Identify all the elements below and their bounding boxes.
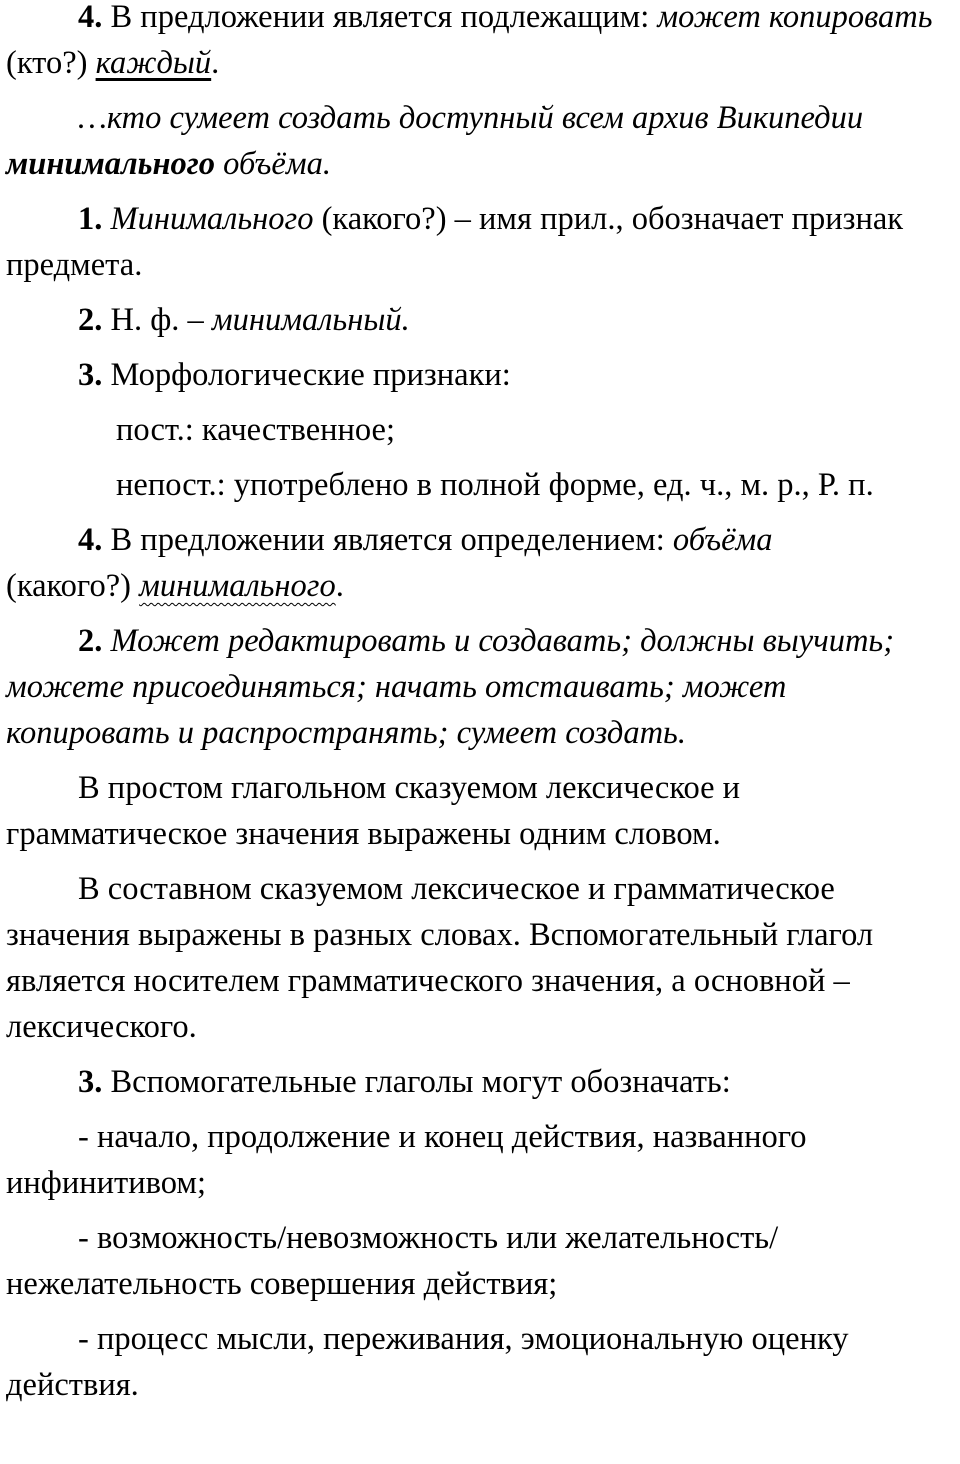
item-number: 2. (78, 623, 103, 659)
predicate-phrase: может копировать (657, 0, 933, 35)
example-sentence (6, 95, 954, 187)
paragraph-predicates-list (6, 618, 954, 756)
end-punctuation: . (211, 45, 220, 81)
attribute-word: минимального (139, 568, 336, 604)
paragraph-text: В предложении является определением: (102, 522, 673, 558)
question-text: (кто?) (6, 45, 96, 81)
end-punctuation: . (335, 568, 344, 604)
example-text-end: объёма. (215, 146, 331, 182)
item-number: 2. (78, 302, 103, 338)
list-item: - начало, продолжение и конец действия, названного инфинитивом; (6, 1119, 807, 1201)
paragraph-subject-analysis (6, 0, 954, 86)
predicates-list: Может редактировать и создавать; должны выучить; можете присоединяться; начать отстаивать; может копировать и распространять; сумеет создать. (6, 623, 895, 751)
head-word: объёма (672, 522, 773, 558)
paragraph-text: Вспомогательные глаголы могут обозначать: (102, 1064, 731, 1100)
example-text-start: …кто сумеет создать доступный всем архив Википедии (78, 100, 864, 136)
paragraph-simple-predicate: В простом глагольном сказуемом лексическое и грамматическое значения выражены одним словом. (6, 770, 741, 852)
constant-features: пост.: качественное; (116, 412, 396, 448)
analyzed-word: Минимального (110, 201, 314, 237)
item-number: 3. (78, 357, 103, 393)
item-number: 4. (78, 522, 103, 558)
paragraph-initial-form (6, 297, 954, 343)
document-page (6, 0, 954, 1417)
paragraph-part-of-speech (6, 196, 954, 288)
item-number: 4. (78, 0, 103, 35)
item-number: 1. (78, 201, 103, 237)
paragraph-compound-predicate: В составном сказуемом лексическое и грамматическое значения выражены в разных словах. Вспомогательный глагол является носителем грамматического значения, а основной – лексического. (6, 871, 874, 1045)
highlighted-word: минимального (6, 146, 216, 182)
subject-word: каждый (95, 45, 212, 81)
list-item: - возможность/невозможность или желательность/нежелательность совершения действия; (6, 1220, 779, 1302)
paragraph-text: (какого?) – имя прил., обозначает признак предмета. (6, 201, 904, 283)
item-number: 3. (78, 1064, 103, 1100)
paragraph-morphology-heading (6, 352, 954, 398)
paragraph-text: В предложении является подлежащим: (102, 0, 658, 35)
paragraph-auxiliary-verbs (6, 1059, 954, 1105)
variable-features: непост.: употреблено в полной форме, ед. ч., м. р., Р. п. (116, 467, 874, 503)
paragraph-text: Н. ф. – (102, 302, 212, 338)
question-text: (какого?) (6, 568, 140, 604)
paragraph-text: Морфологические признаки: (102, 357, 511, 393)
initial-form-word: минимальный. (211, 302, 410, 338)
list-item: - процесс мысли, переживания, эмоциональную оценку действия. (6, 1321, 849, 1403)
paragraph-syntactic-role (6, 517, 954, 609)
